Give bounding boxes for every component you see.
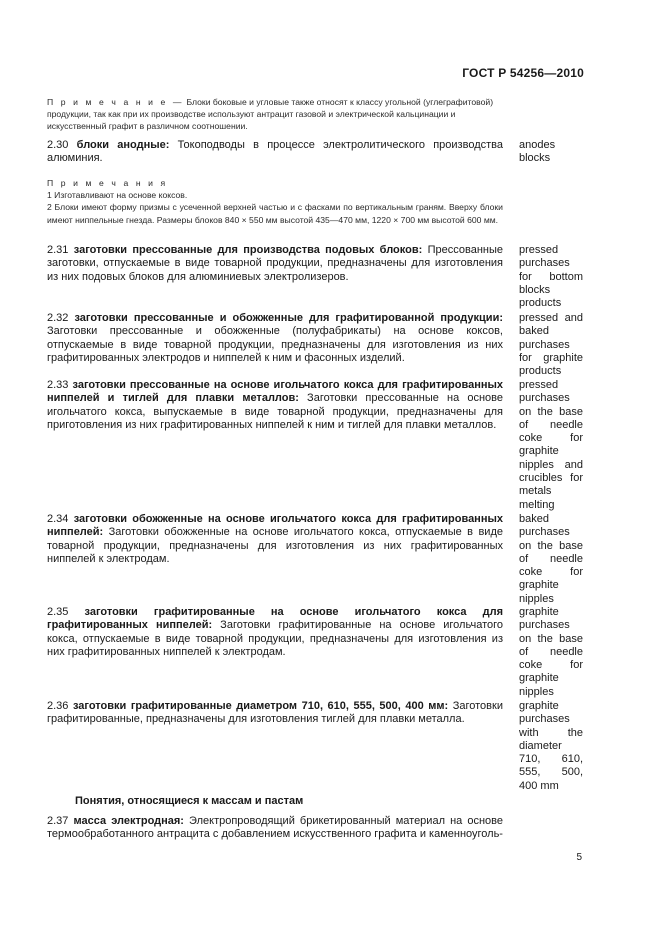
term-number: 2.35 <box>47 606 69 618</box>
term-number: 2.34 <box>47 513 69 525</box>
term-entry-2-35 <box>47 606 503 659</box>
standard-header: ГОСТ Р 54256—2010 <box>462 66 584 80</box>
term-number: 2.37 <box>47 815 69 827</box>
term-number: 2.32 <box>47 312 69 324</box>
english-equivalent-2-35: graphite purchases on the base of needle coke for graphite nipples <box>519 606 583 698</box>
term-definition: Прессованные заготовки, отпускаемые в виде товарной продукции, предназначены для изготовления из них подовых блоков для алюминиевых электролизеров. <box>47 244 504 283</box>
note-top <box>47 96 503 133</box>
english-equivalent-2-33: pressed purchases on the base of needle coke for graphite nipples and crucibles for metals melting <box>519 379 583 511</box>
term-entry-2-34 <box>47 513 503 566</box>
note-item-2: 2 Блоки имеют форму призмы с усеченной верхней частью и с фасками по вертикальным граням. Вверху блоки имеют ниппельные гнезда. Размеры блоков 840 × 550 мм высотой 435—470 мм, 1220 × 700 мм высотой 600 мм. <box>47 202 503 225</box>
english-equivalent-2-34: baked purchases on the base of needle coke for graphite nipples <box>519 513 583 605</box>
english-equivalent-2-31: pressed purchases for bottom blocks products <box>519 244 583 310</box>
term-name: заготовки графитированные на основе игольчатого кокса для графитированных ниппелей: <box>47 606 503 632</box>
term-name: заготовки прессованные для производства подовых блоков: <box>73 244 423 256</box>
note-item-1: 1 Изготавливают на основе коксов. <box>47 190 188 201</box>
section-heading: Понятия, относящиеся к массам и пастам <box>75 795 304 807</box>
term-number: 2.30 <box>47 139 69 151</box>
term-number: 2.36 <box>47 700 69 712</box>
term-entry-2-33 <box>47 379 503 432</box>
note-text: Блоки боковые и угловые также относят к классу угольной (углеграфитовой) продукции, так как при их производстве используют антрацит газовой и электрической кальцинации и искусственный графит в различном соотношении. <box>47 97 494 132</box>
note-title: П р и м е ч а н и я <box>47 178 168 188</box>
term-name: заготовки графитированные диаметром 710, 610, 555, 500, 400 мм: <box>72 700 449 712</box>
term-definition: Заготовки обожженные на основе игольчатого кокса, отпускаемые в виде товарной продукции, предназначены для изготовления из них графитированных ниппелей к электродам. <box>47 526 503 565</box>
term-definition: Заготовки графитированные на основе игольчатого кокса, отпускаемые в виде товарной продукции, предназначены для изготовления из них графитированных ниппелей к электродам. <box>47 619 503 658</box>
term-entry-2-36 <box>47 700 503 727</box>
page-number: 5 <box>576 852 582 863</box>
term-definition: Электропроводящий брикетированный материал на основе термообработанного антрацита с добавлением искусственного графита и каменноуголь- <box>47 815 503 841</box>
term-name: заготовки обожженные на основе игольчатого кокса для графитированных ниппелей: <box>47 513 503 539</box>
english-equivalent-2-32: pressed and baked purchases for graphite products <box>519 312 583 378</box>
term-definition: Заготовки прессованные на основе игольчатого кокса, выпускаемые в виде товарной продукции, предназначены для приготовления из них графитированных ниппелей к ним и тиглей для плавки металлов. <box>47 392 503 431</box>
term-entry-2-32 <box>47 312 503 365</box>
note-title: П р и м е ч а н и е — <box>47 97 185 107</box>
term-number: 2.33 <box>47 379 69 391</box>
term-entry-2-31 <box>47 244 503 284</box>
term-entry-2-30 <box>47 139 503 166</box>
term-definition: Токоподводы в процессе электролитического производства алюминия. <box>47 139 503 165</box>
term-name: заготовки прессованные и обожженные для графитированной продукции: <box>74 312 503 324</box>
note-2-30 <box>47 177 503 226</box>
term-name: заготовки прессованные на основе игольчатого кокса для графитированных ниппелей и тиглей для плавки металлов: <box>47 379 503 405</box>
english-equivalent-2-30: anodes blocks <box>519 139 556 165</box>
term-number: 2.31 <box>47 244 69 256</box>
english-equivalent-2-36: graphite purchases with the diameter 710, 610, 555, 500, 400 mm <box>519 700 583 792</box>
term-name: блоки анодные: <box>76 139 170 151</box>
term-definition: Заготовки графитированные, предназначены для изготовления тиглей для плавки металла. <box>47 700 503 726</box>
term-definition: Заготовки прессованные и обожженные (полуфабрикаты) на основе коксов, отпускаемые в виде товарной продукции, предназначены для изготовления из них графитированных электродов и ниппелей к ним и фасонных изделий. <box>47 325 503 364</box>
term-entry-2-37 <box>47 815 503 842</box>
term-name: масса электродная: <box>73 815 184 827</box>
